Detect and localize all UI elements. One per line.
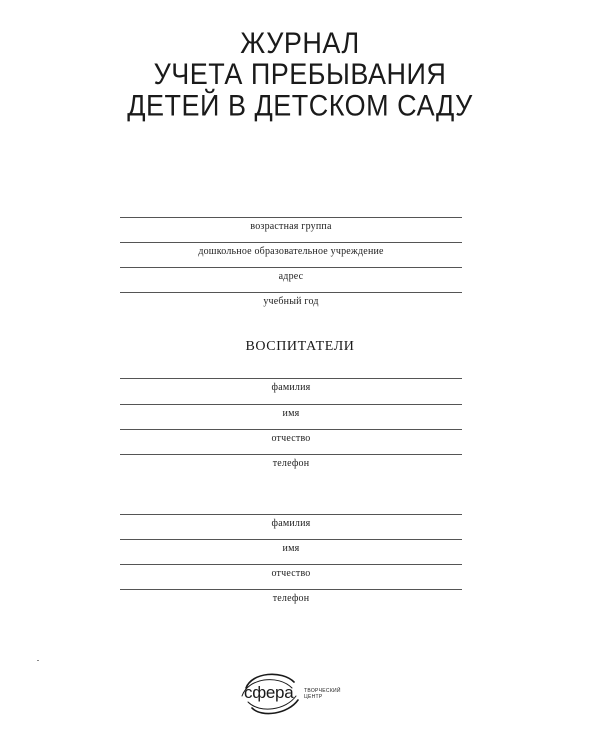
title-line-3: ДЕТЕЙ В ДЕТСКОМ САДУ [127, 89, 473, 122]
teacher1-patronymic: отчество [120, 429, 462, 445]
scan-speck [37, 660, 39, 661]
field-institution: дошкольное образовательное учреждение [120, 242, 462, 258]
teacher1-phone: телефон [120, 454, 462, 470]
title-line-1: ЖУРНАЛ [240, 26, 360, 60]
logo-subtitle-line-1: ТВОРЧЕСКИЙ [304, 688, 341, 694]
teacher2-name: имя [120, 539, 462, 555]
teacher1-surname: фамилия [120, 378, 462, 394]
logo-subtitle-line-2: ЦЕНТР [304, 694, 323, 700]
teacher2-phone: телефон [120, 589, 462, 605]
field-address: адрес [120, 267, 462, 283]
teacher2-patronymic: отчество [120, 564, 462, 580]
logo-subtitle [304, 688, 344, 700]
field-school-year: учебный год [120, 292, 462, 308]
journal-title [0, 28, 600, 122]
publisher-logo [238, 668, 368, 718]
teacher2-surname: фамилия [120, 514, 462, 530]
title-line-2: УЧЕТА ПРЕБЫВАНИЯ [153, 58, 447, 91]
teacher1-name: имя [120, 404, 462, 420]
field-age-group: возрастная группа [120, 217, 462, 233]
teachers-heading: ВОСПИТАТЕЛИ [245, 339, 355, 354]
logo-wordmark: сфера [244, 683, 294, 702]
